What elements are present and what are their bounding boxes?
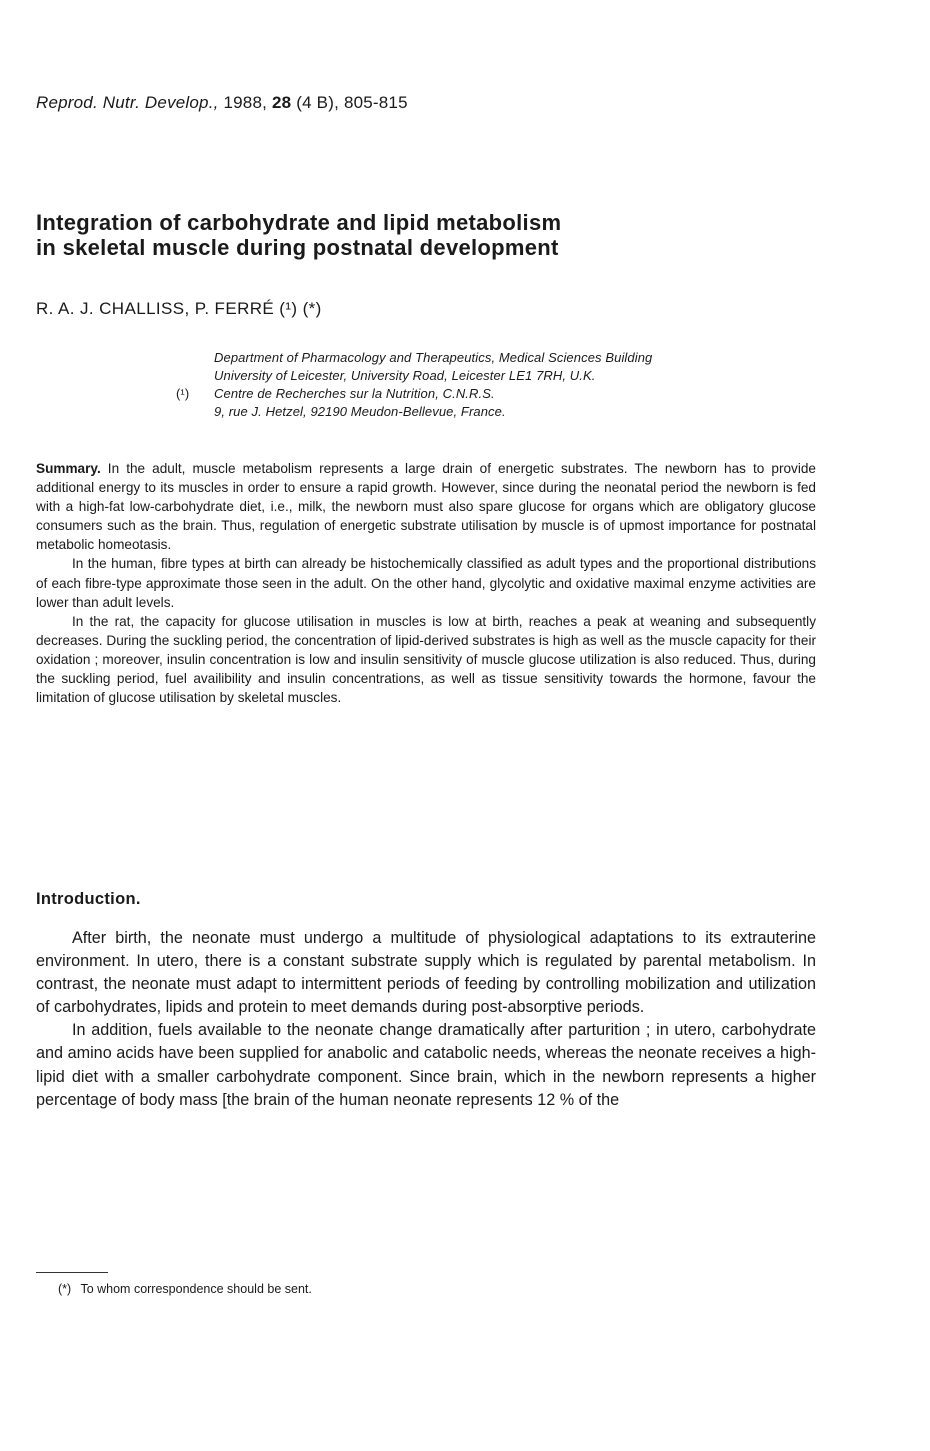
body-paragraph: In addition, fuels available to the neonate change dramatically after parturition ; in utero, carbohydrate and amino acids have been supplied for anabolic and catabolic needs, whereas the neonate receives a high-lipid diet with a smaller carbohydrate component. Since brain, which in the newborn represents a higher percentage of body mass [the brain of the human neonate represents 12 % of the: [36, 1021, 816, 1109]
summary-paragraph: In the human, fibre types at birth can already be histochemically classified as adult types and the proportional distributions of each fibre-type approximate those seen in the adult. On the other hand, glycolytic and oxidative maximal enzyme activities are lower than adult levels.: [36, 556, 816, 610]
affiliation-line: 9, rue J. Hetzel, 92190 Meudon-Bellevue, France.: [214, 404, 506, 419]
summary-paragraph: [36, 459, 816, 554]
journal-volume: 28: [271, 93, 292, 112]
title-line-2: in skeletal muscle during postnatal development: [36, 235, 559, 260]
affiliation-line: Department of Pharmacology and Therapeutics, Medical Sciences Building: [214, 350, 653, 365]
introduction-body: [36, 927, 816, 1112]
affiliations: [176, 349, 856, 421]
affiliation-marker: (¹): [176, 386, 190, 401]
journal-issue: (4 B),: [296, 93, 339, 112]
body-paragraph: After birth, the neonate must undergo a multitude of physiological adaptations to its extrauterine environment. In utero, there is a constant substrate supply which is regulated by parental metabolism. In contrast, the neonate must adapt to intermittent periods of feeding by controlling mobilization and utilization of carbohydrates, lipids and protein to meet demands during post-absorptive periods.: [36, 929, 816, 1017]
affiliation-line: University of Leicester, University Road, Leicester LE1 7RH, U.K.: [214, 368, 596, 383]
summary: [36, 459, 816, 707]
affiliation-line: [176, 385, 856, 403]
article-title: [36, 210, 796, 260]
affiliation-text: Centre de Recherches sur la Nutrition, C.N.R.S.: [214, 386, 495, 401]
footnote: [58, 1282, 312, 1296]
title-line-1: Integration of carbohydrate and lipid metabolism: [36, 210, 562, 235]
summary-paragraph: In the rat, the capacity for glucose utilisation in muscles is low at birth, reaches a peak at weaning and subsequently decreases. During the suckling period, the concentration of lipid-derived substrates is high as well as the muscle capacity for their oxidation ; moreover, insulin concentration is low and insulin sensitivity of muscle glucose utilization is also reduced. Thus, during the suckling period, fuel availibility and insulin concentrations, as well as tissue sensitivity towards the hormone, favour the limitation of glucose utilisation by skeletal muscles.: [36, 613, 816, 706]
summary-text: In the adult, muscle metabolism represents a large drain of energetic substrates. The newborn has to provide additional energy to its muscles in order to ensure a rapid growth. However, since during the neonatal period the newborn is fed with a high-fat low-carbohydrate diet, i.e., milk, the newborn must also spare glucose for organs which are obligatory glucose consumers such as the brain. Thus, regulation of energetic substrate utilisation by muscle is of upmost importance for postnatal metabolic homeotasis.: [36, 461, 816, 553]
footnote-text: To whom correspondence should be sent.: [80, 1282, 312, 1296]
journal-name: Reprod. Nutr. Develop.,: [36, 93, 219, 112]
journal-reference: [36, 93, 408, 113]
footnote-divider: [36, 1272, 108, 1273]
section-heading: Introduction.: [36, 890, 141, 908]
authors: R. A. J. CHALLISS, P. FERRÉ (¹) (*): [36, 299, 322, 318]
journal-year: 1988,: [223, 93, 268, 112]
journal-pages: 805-815: [343, 93, 408, 112]
summary-label: Summary.: [36, 461, 101, 476]
footnote-marker: (*): [58, 1282, 72, 1296]
